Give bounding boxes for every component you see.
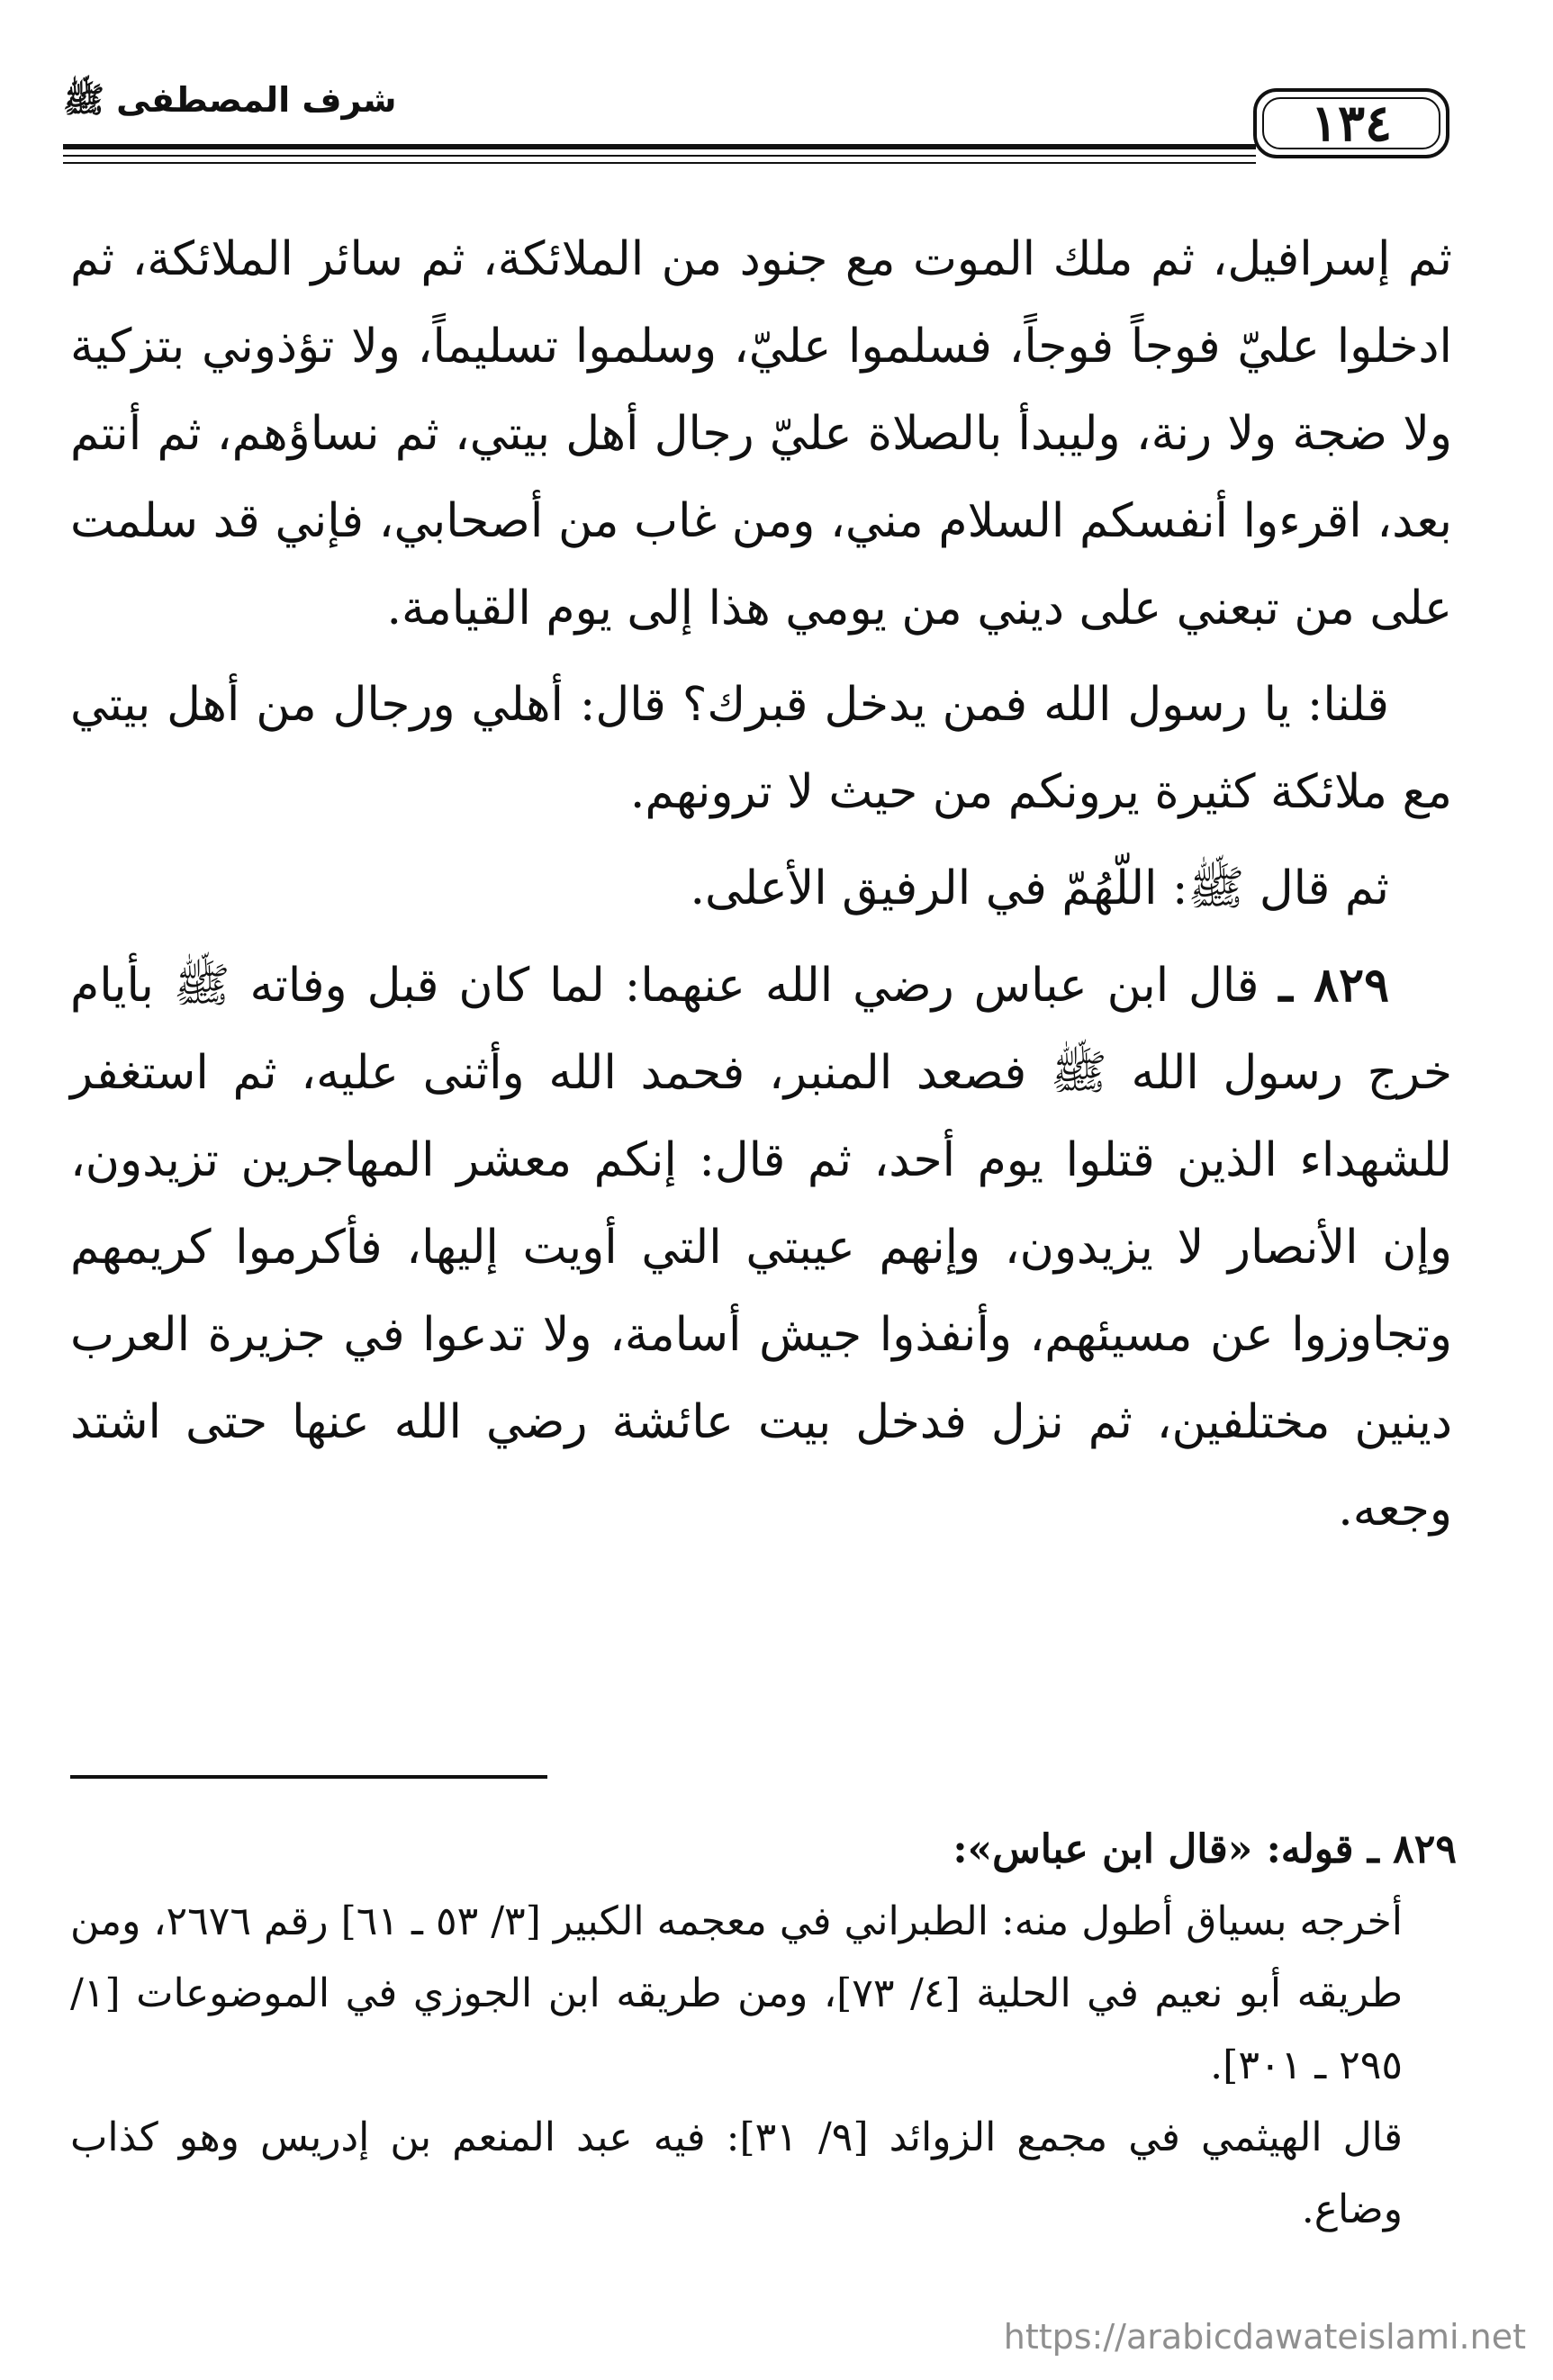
header-rule-thin xyxy=(63,155,1256,157)
footnote-paragraph: قال الهيثمي في مجمع الزوائد [٩/ ٣١]: فيه عبد المنعم بن إدريس وهو كذاب وضاع. xyxy=(70,2114,1404,2232)
paragraph: ثم قال ﷺ: اللّهُمّ في الرفيق الأعلى. xyxy=(690,861,1389,915)
page-number-frame xyxy=(1253,88,1449,158)
watermark-url: https://arabicdawateislami.net xyxy=(1003,2317,1526,2357)
footnotes xyxy=(70,1814,1457,2246)
header-rule-thin-2 xyxy=(63,162,1256,164)
paragraph: ثم إسرافيل، ثم ملك الموت مع جنود من الملائكة، ثم سائر الملائكة، ثم ادخلوا عليّ فوجاً فوجاً، فسلموا عليّ، وسلموا تسليماً، ولا تؤذوني بتزكية ولا ضجة ولا رنة، وليبدأ بالصلاة عليّ رجال أهل بيتي، ثم نساؤهم، ثم أنتم بعد، اقرءوا أنفسكم السلام مني، ومن غاب من أصحابي، فإني قد سلمت على من تبعني على ديني من يومي هذا إلى يوم القيامة. xyxy=(70,232,1452,636)
hadith-text: قال ابن عباس رضي الله عنهما: لما كان قبل وفاته ﷺ بأيام خرج رسول الله ﷺ فصعد المنبر، فحمد الله وأثنى عليه، ثم استغفر للشهداء الذين قتلوا يوم أحد، ثم قال: إنكم معشر المهاجرين تزيدون، وإن الأنصار لا يزيدون، وإنهم عيبتي التي أويت إليها، فأكرموا كريمهم وتجاوزوا عن مسيئهم، وأنفذوا جيش أسامة، ولا تدعوا في جزيرة العرب دينين مختلفين، ثم نزل فدخل بيت عائشة رضي الله عنها حتى اشتد وجعه. xyxy=(70,959,1452,1537)
page-number: ١٣٤ xyxy=(1310,94,1393,153)
header-rule-thick xyxy=(63,144,1256,149)
running-title: شرف المصطفى ﷺ xyxy=(63,80,397,120)
footnote-heading: ٨٢٩ ـ قوله: «قال ابن عباس»: xyxy=(953,1826,1457,1872)
hadith-number: ٨٢٩ ـ xyxy=(1278,958,1389,1013)
hadith-paragraph xyxy=(70,942,1452,1554)
paragraph: قلنا: يا رسول الله فمن يدخل قبرك؟ قال: أهلي ورجال من أهل بيتي مع ملائكة كثيرة يرونكم من حيث لا ترونهم. xyxy=(70,678,1452,819)
page-header xyxy=(63,79,1449,178)
footnote-separator xyxy=(70,1775,547,1779)
footnote-paragraph: أخرجه بسياق أطول منه: الطبراني في معجمه الكبير [٣/ ٥٣ ـ ٦١] رقم ٢٦٧٦، ومن طريقه أبو نعيم في الحلية [٤/ ٧٣]، ومن طريقه ابن الجوزي في الموضوعات [١/ ٢٩٥ ـ ٣٠١]. xyxy=(70,1898,1403,2088)
main-text xyxy=(70,216,1452,1554)
